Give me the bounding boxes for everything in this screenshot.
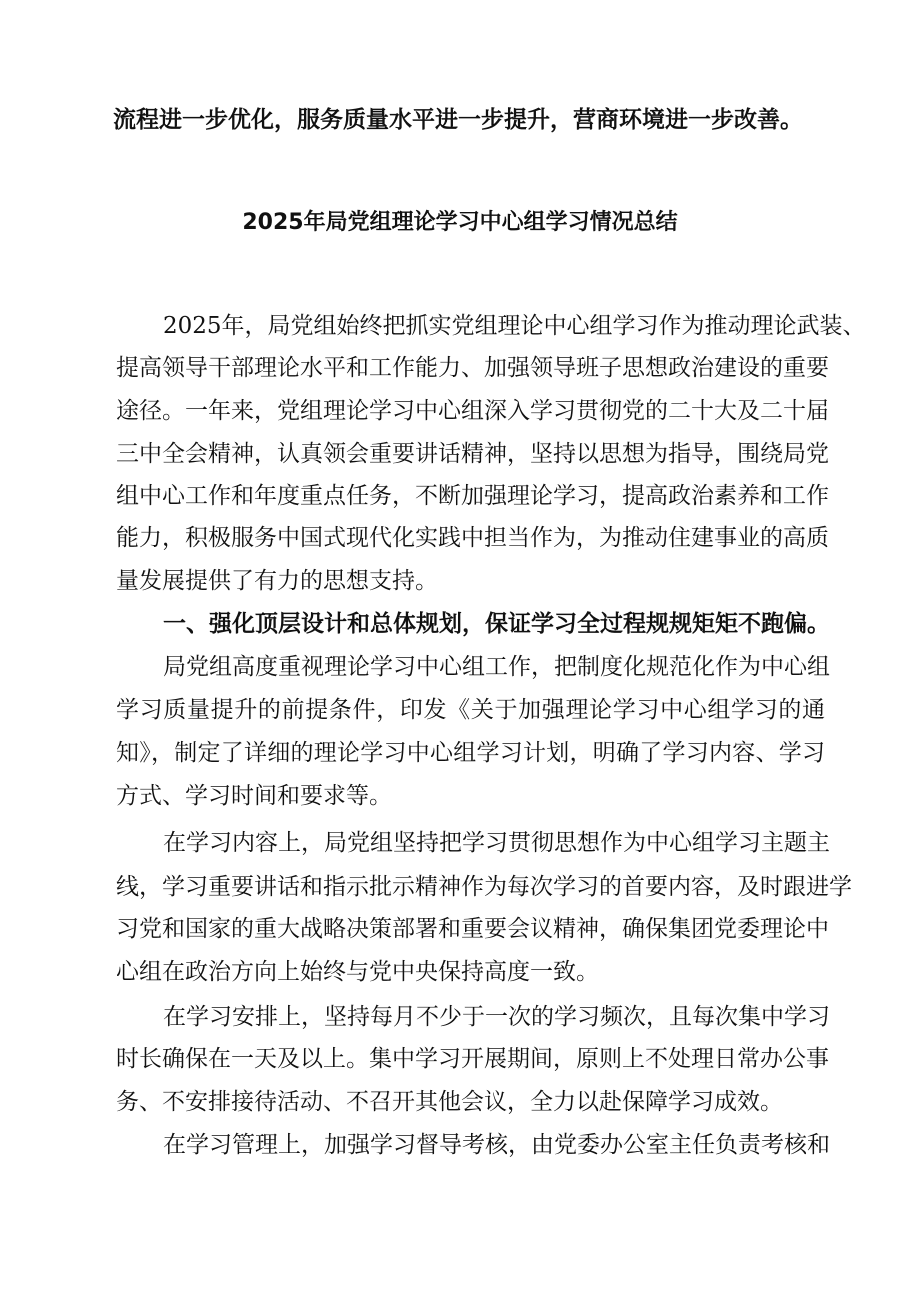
section-heading: 一、强化顶层设计和总体规划，保证学习全过程规规矩矩不跑偏。: [163, 611, 830, 637]
intro-line: 提高领导干部理论水平和工作能力、加强领导班子思想政治建设的重要: [116, 355, 829, 381]
intro-line: 2025年，局党组始终把抓实党组理论中心组学习作为推动理论武装、: [163, 313, 866, 339]
paragraph-line: 线，学习重要讲话和指示批示精神作为每次学习的首要内容，及时跟进学: [116, 874, 852, 900]
paragraph-line: 习党和国家的重大战略决策部署和重要会议精神，确保集团党委理论中: [116, 916, 829, 942]
paragraph-line: 局党组高度重视理论学习中心组工作，把制度化规范化作为中心组: [163, 654, 830, 680]
paragraph-line: 在学习内容上，局党组坚持把学习贯彻思想作为中心组学习主题主: [163, 830, 830, 856]
intro-line: 三中全会精神，认真领会重要讲话精神，坚持以思想为指导，围绕局党: [116, 441, 829, 467]
paragraph-line: 时长确保在一天及以上。集中学习开展期间，原则上不处理日常办公事: [116, 1046, 829, 1072]
intro-line: 途径。一年来，党组理论学习中心组深入学习贯彻党的二十大及二十届: [116, 398, 829, 424]
paragraph-line: 知》，制定了详细的理论学习中心组学习计划，明确了学习内容、学习: [116, 740, 825, 766]
paragraph-line: 学习质量提升的前提条件，印发《关于加强理论学习中心组学习的通: [116, 697, 825, 723]
intro-line: 能力，积极服务中国式现代化实践中担当作为，为推动住建事业的高质: [116, 525, 829, 551]
paragraph-line: 务、不安排接待活动、不召开其他会议，全力以赴保障学习成效。: [116, 1089, 783, 1115]
document-title: 2025年局党组理论学习中心组学习情况总结: [242, 210, 678, 235]
intro-line: 组中心工作和年度重点任务，不断加强理论学习，提高政治素养和工作: [116, 483, 829, 509]
paragraph-line: 方式、学习时间和要求等。: [116, 783, 392, 809]
paragraph-line: 在学习管理上，加强学习督导考核，由党委办公室主任负责考核和: [163, 1132, 830, 1158]
paragraph-line: 心组在政治方向上始终与党中央保持高度一致。: [116, 959, 599, 985]
paragraph-line: 在学习安排上，坚持每月不少于一次的学习频次，且每次集中学习: [163, 1004, 830, 1030]
continuation-text: 流程进一步优化，服务质量水平进一步提升，营商环境进一步改善。: [113, 107, 803, 133]
intro-line: 量发展提供了有力的思想支持。: [116, 568, 438, 594]
